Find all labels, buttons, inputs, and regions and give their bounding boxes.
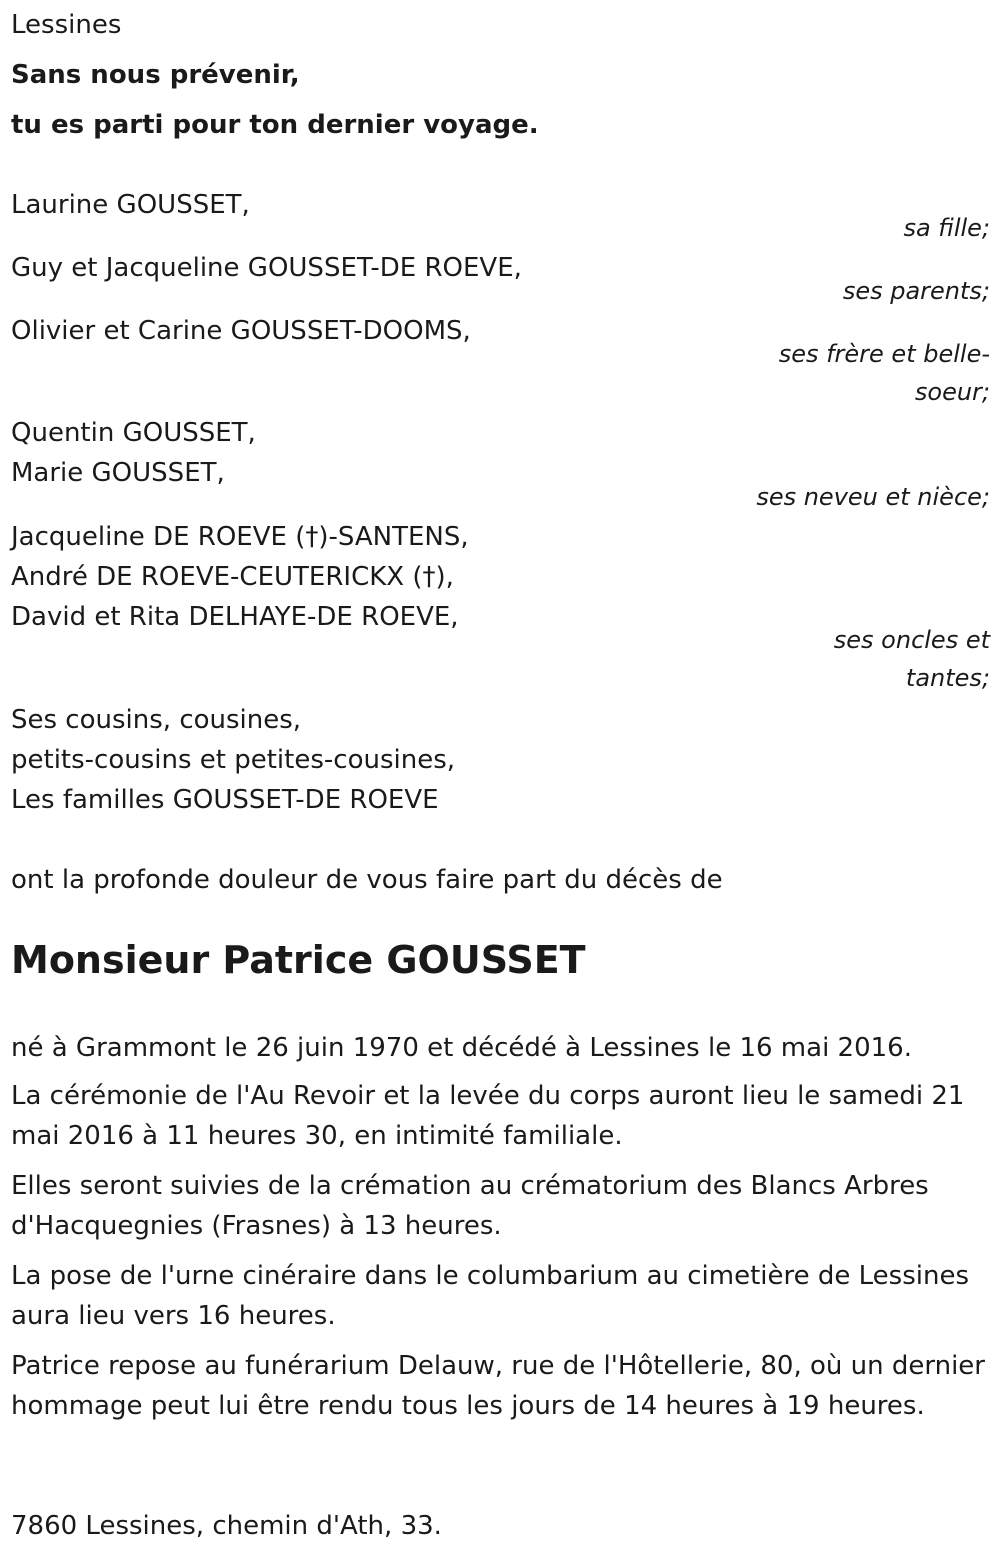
paragraph: Elles seront suivies de la crémation au crématorium des Blancs Arbres d'Hacquegnies (Frasnes) à 13 heures. — [11, 1171, 929, 1241]
family-name: Jacqueline DE ROEVE (†)-SANTENS, — [11, 522, 469, 552]
paragraph: né à Grammont le 26 juin 1970 et décédé à Lessines le 16 mai 2016. — [11, 1033, 912, 1063]
address: 7860 Lessines, chemin d'Ath, 33. — [11, 1511, 442, 1541]
paragraph: La cérémonie de l'Au Revoir et la levée du corps auront lieu le samedi 21 mai 2016 à 11 heures 30, en intimité familiale. — [11, 1081, 965, 1151]
deceased-name: Monsieur Patrice GOUSSET — [11, 938, 586, 982]
family-name: Marie GOUSSET, — [11, 458, 225, 488]
quote-line-2: tu es parti pour ton dernier voyage. — [11, 110, 539, 140]
paragraph: La pose de l'urne cinéraire dans le columbarium au cimetière de Lessines aura lieu vers 16 heures. — [11, 1261, 970, 1331]
family-name: Quentin GOUSSET, — [11, 418, 256, 448]
paragraph: Patrice repose au funérarium Delauw, rue de l'Hôtellerie, 80, où un dernier hommage peut lui être rendu tous les jours de 14 heures à 19 heures. — [11, 1351, 985, 1421]
announcement: ont la profonde douleur de vous faire part du décès de — [11, 865, 723, 895]
family-name: David et Rita DELHAYE-DE ROEVE, — [11, 602, 459, 632]
family-name: André DE ROEVE-CEUTERICKX (†), — [11, 562, 454, 592]
family-name: Laurine GOUSSET, — [11, 190, 250, 220]
family-name: Guy et Jacqueline GOUSSET-DE ROEVE, — [11, 253, 522, 283]
others-line: Les familles GOUSSET-DE ROEVE — [11, 785, 439, 815]
city-header: Lessines — [11, 10, 122, 40]
family-relation: sa fille; — [903, 214, 990, 242]
others-line: Ses cousins, cousines, — [11, 705, 302, 735]
family-name: Olivier et Carine GOUSSET-DOOMS, — [11, 316, 471, 346]
family-relation: ses neveu et nièce; — [756, 483, 990, 511]
quote-line-1: Sans nous prévenir, — [11, 60, 300, 90]
family-relation: ses oncles et tantes; — [833, 626, 990, 692]
family-relation: ses parents; — [842, 277, 990, 305]
family-relation: ses frère et belle-soeur; — [778, 340, 990, 406]
others-line: petits-cousins et petites-cousines, — [11, 745, 456, 775]
